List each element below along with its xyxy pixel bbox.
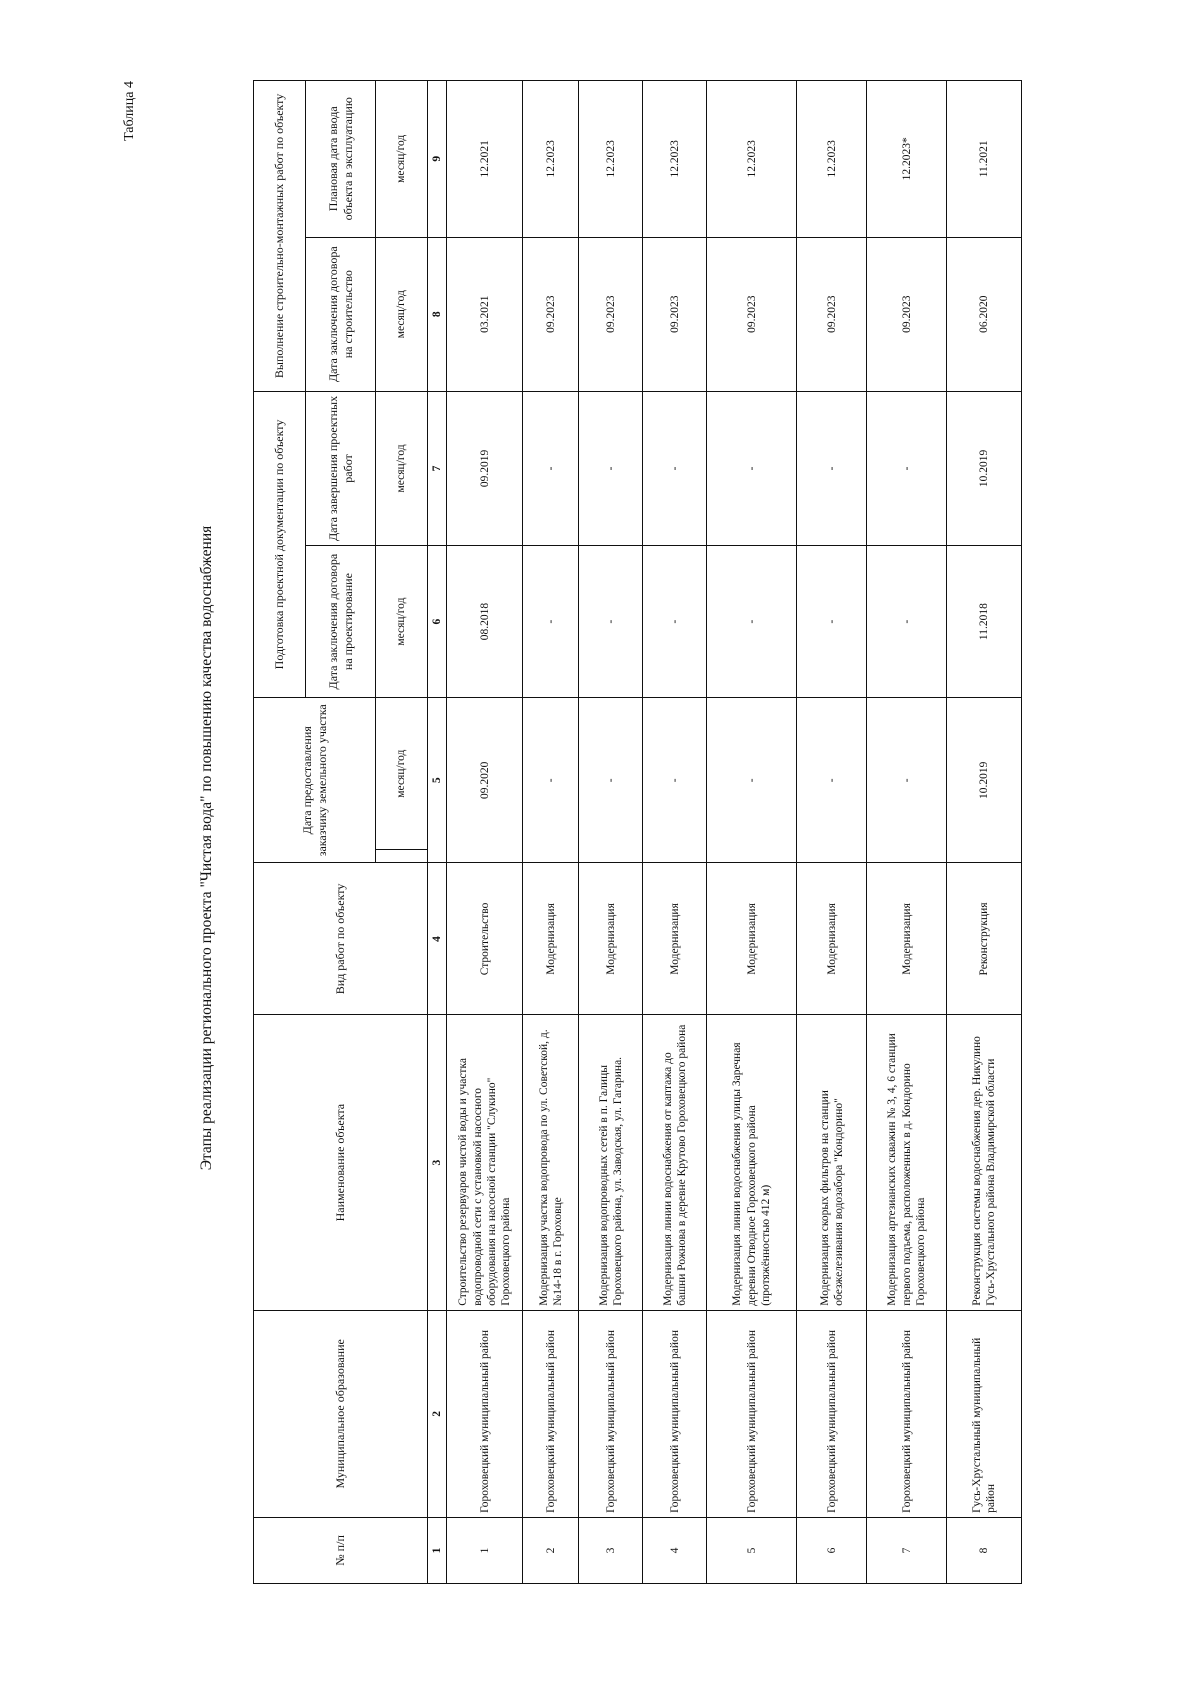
unit-cell: месяц/год [376, 698, 428, 850]
table-row [947, 81, 1022, 1584]
object-name-cell: Реконструкция системы водоснабжения дер. Никулино Гусь-Хрустального района Владимирской области [947, 1015, 1022, 1310]
construction-contract-cell: 06.2020 [947, 237, 1022, 391]
construction-contract-cell: 09.2023 [523, 237, 579, 391]
column-number: 2 [428, 1310, 447, 1517]
column-number: 8 [428, 237, 447, 391]
work-type-cell: Модернизация [643, 863, 707, 1015]
commissioning-cell: 12.2023 [579, 81, 643, 238]
header-object-name: Наименование объекта [254, 1015, 428, 1310]
design-end-cell: - [523, 391, 579, 545]
work-type-cell: Модернизация [867, 863, 947, 1015]
column-number: 5 [428, 698, 447, 863]
header-design-group: Подготовка проектной документации по объекту [254, 391, 306, 697]
work-type-cell: Модернизация [797, 863, 867, 1015]
table-row [579, 81, 643, 1584]
construction-contract-cell: 09.2023 [797, 237, 867, 391]
design-contract-cell: - [579, 546, 643, 698]
commissioning-cell: 12.2021 [447, 81, 523, 238]
municipality-cell: Гороховецкий муниципальный район [579, 1310, 643, 1517]
municipality-cell: Гусь-Хрустальный муниципальный район [947, 1310, 1022, 1517]
object-name-cell: Модернизация водопроводных сетей в п. Галицы Гороховецкого района, ул. Заводская, ул. Гагарина. [579, 1015, 643, 1310]
header-construction-group: Выполнение строительно-монтажных работ по объекту [254, 81, 306, 392]
municipality-cell: Гороховецкий муниципальный район [867, 1310, 947, 1517]
design-end-cell: 10.2019 [947, 391, 1022, 545]
unit-cell: месяц/год [376, 391, 428, 545]
header-commissioning: Плановая дата ввода объекта в эксплуатацию [306, 81, 376, 238]
design-contract-cell: 08.2018 [447, 546, 523, 698]
object-name-cell: Модернизация участка водопровода по ул. Советской, д. №14-18 в г. Гороховце [523, 1015, 579, 1310]
row-number-cell: 1 [447, 1517, 523, 1583]
land-date-cell: 09.2020 [447, 698, 523, 863]
unit-cell: месяц/год [376, 546, 428, 698]
design-contract-cell: - [643, 546, 707, 698]
commissioning-cell: 12.2023* [867, 81, 947, 238]
column-number: 7 [428, 391, 447, 545]
header-land-date: Дата предоставления заказчику земельного участка [254, 698, 376, 863]
row-number-cell: 5 [707, 1517, 797, 1583]
row-number-cell: 2 [523, 1517, 579, 1583]
construction-contract-cell: 09.2023 [707, 237, 797, 391]
commissioning-cell: 11.2021 [947, 81, 1022, 238]
work-type-cell: Реконструкция [947, 863, 1022, 1015]
object-name-cell: Модернизация скорых фильтров на станции обезжелезивания водозабора "Кондорино" [797, 1015, 867, 1310]
design-contract-cell: - [523, 546, 579, 698]
land-date-cell: - [579, 698, 643, 863]
column-number: 9 [428, 81, 447, 238]
land-date-cell: - [867, 698, 947, 863]
table-row [707, 81, 797, 1584]
work-type-cell: Строительство [447, 863, 523, 1015]
design-contract-cell: - [707, 546, 797, 698]
table-body [254, 81, 1022, 1584]
land-date-cell: - [797, 698, 867, 863]
construction-contract-cell: 09.2023 [579, 237, 643, 391]
header-row-1 [254, 81, 306, 1584]
construction-contract-cell: 09.2023 [643, 237, 707, 391]
land-date-cell: 10.2019 [947, 698, 1022, 863]
design-contract-cell: 11.2018 [947, 546, 1022, 698]
header-design-contract: Дата заключения договора на проектирование [306, 546, 376, 698]
land-date-cell: - [707, 698, 797, 863]
municipality-cell: Гороховецкий муниципальный район [643, 1310, 707, 1517]
header-work-type: Вид работ по объекту [254, 863, 428, 1015]
design-end-cell: - [579, 391, 643, 545]
land-date-cell: - [643, 698, 707, 863]
table-row [867, 81, 947, 1584]
municipality-cell: Гороховецкий муниципальный район [447, 1310, 523, 1517]
municipality-cell: Гороховецкий муниципальный район [707, 1310, 797, 1517]
table-label: Таблица 4 [122, 81, 137, 141]
municipality-cell: Гороховецкий муниципальный район [523, 1310, 579, 1517]
row-number-cell: 6 [797, 1517, 867, 1583]
municipality-cell: Гороховецкий муниципальный район [797, 1310, 867, 1517]
table-row [447, 81, 523, 1584]
work-type-cell: Модернизация [579, 863, 643, 1015]
commissioning-cell: 12.2023 [523, 81, 579, 238]
table-row [797, 81, 867, 1584]
column-number-row [428, 81, 447, 1584]
row-number-cell: 7 [867, 1517, 947, 1583]
header-municipality: Муниципальное образование [254, 1310, 428, 1517]
work-type-cell: Модернизация [523, 863, 579, 1015]
row-number-cell: 8 [947, 1517, 1022, 1583]
table-row [523, 81, 579, 1584]
design-end-cell: - [797, 391, 867, 545]
design-end-cell: - [867, 391, 947, 545]
document-title: Этапы реализации регионального проекта "Чистая вода" по повышению качества водоснабжения [198, 525, 215, 1171]
row-number-cell: 3 [579, 1517, 643, 1583]
design-end-cell: - [643, 391, 707, 545]
unit-cell: месяц/год [376, 81, 428, 238]
object-name-cell: Строительство резервуаров чистой воды и участка водопроводной сети с установкой насосного оборудования на насосной станции "Слукино" Гороховецкого района [447, 1015, 523, 1310]
column-number: 3 [428, 1015, 447, 1310]
column-number: 6 [428, 546, 447, 698]
unit-cell: месяц/год [376, 237, 428, 391]
land-date-cell: - [523, 698, 579, 863]
object-name-cell: Модернизация линии водоснабжения улицы Заречная деревни Отводное Гороховецкого района (протяжённостью 412 м) [707, 1015, 797, 1310]
stages-table [253, 80, 1022, 1584]
header-design-end: Дата завершения проектных работ [306, 391, 376, 545]
object-name-cell: Модернизация артезианских скважин № 3, 4, 6 станции первого подъема, расположенных в д. Кондорино Гороховецкого района [867, 1015, 947, 1310]
column-number: 4 [428, 863, 447, 1015]
table-row [643, 81, 707, 1584]
design-contract-cell: - [797, 546, 867, 698]
empty-cell [376, 850, 428, 863]
work-type-cell: Модернизация [707, 863, 797, 1015]
construction-contract-cell: 09.2023 [867, 237, 947, 391]
commissioning-cell: 12.2023 [707, 81, 797, 238]
construction-contract-cell: 03.2021 [447, 237, 523, 391]
header-no: № п/п [254, 1517, 428, 1583]
design-end-cell: - [707, 391, 797, 545]
commissioning-cell: 12.2023 [797, 81, 867, 238]
row-number-cell: 4 [643, 1517, 707, 1583]
design-end-cell: 09.2019 [447, 391, 523, 545]
object-name-cell: Модернизация линии водоснабжения от каптажа до башни Рожнова в деревне Крутово Гороховецкого района [643, 1015, 707, 1310]
column-number: 1 [428, 1517, 447, 1583]
header-construction-contract: Дата заключения договора на строительство [306, 237, 376, 391]
commissioning-cell: 12.2023 [643, 81, 707, 238]
design-contract-cell: - [867, 546, 947, 698]
